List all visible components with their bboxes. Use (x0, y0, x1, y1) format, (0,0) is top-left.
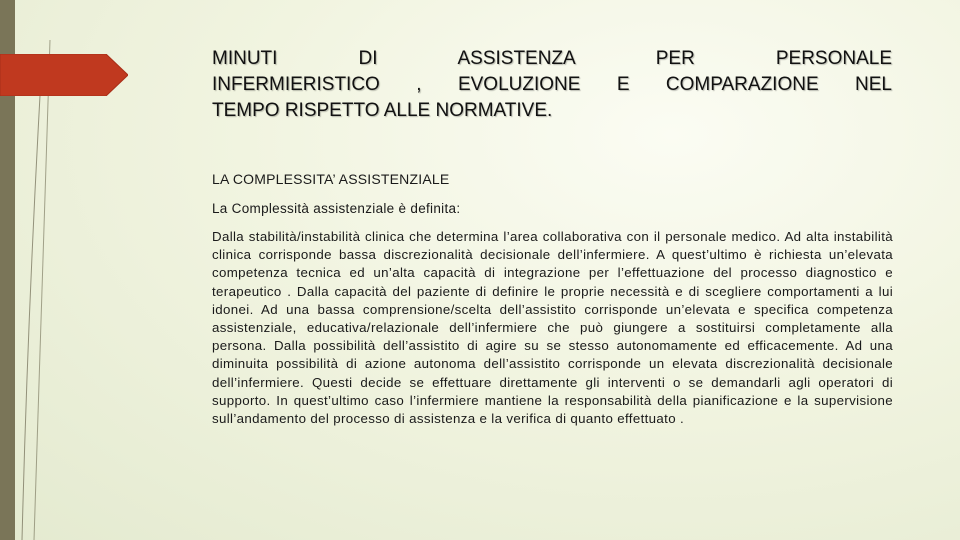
section-heading: LA COMPLESSITA’ ASSISTENZIALE (212, 171, 450, 187)
slide-title-line-1: MINUTI DI ASSISTENZA PER PERSONALE (212, 48, 892, 69)
intro-text: La Complessità assistenziale è definita: (212, 201, 461, 216)
slide-title (212, 46, 892, 124)
slide-title-line-2: INFERMIERISTICO , EVOLUZIONE E COMPARAZIONE NEL (212, 74, 892, 95)
slide-title-line-3: TEMPO RISPETTO ALLE NORMATIVE. (212, 100, 553, 121)
body-paragraph: Dalla stabilità/instabilità clinica che determina l’area collaborativa con il personale medico. Ad alta instabilità clinica corrisponde bassa discrezionalità decisionale dell’infermiere. A quest’ultimo è richiesta un’elevata competenza tecnica ed un’alta capacità di integrazione per l’effettuazione del processo diagnostico e terapeutico . Dalla capacità del paziente di definire le proprie necessità e di scegliere comportamenti a lui idonei. Ad una bassa comprensione/scelta dell’assistito corrisponde un’elevata e specifica competenza assistenziale, educativa/relazionale dell’infermiere che può giungere a sostituirsi completamente alla persona. Dalla possibilità dell’assistito di agire su se stesso autonomamente ed efficacemente. Ad una diminuita possibilità di azione autonoma dell’assistito corrisponde un elevata discrezionalità decisionale dell’infermiere. Questi decide se effettuare direttamente gli interventi o se demandarli agli operatori di supporto. In quest’ultimo caso l’infermiere mantiene la responsabilità della pianificazione e la supervisione sull’andamento del processo di assistenza e la verifica di quanto effettuato . (212, 229, 893, 427)
red-arrow-shape (0, 54, 128, 96)
